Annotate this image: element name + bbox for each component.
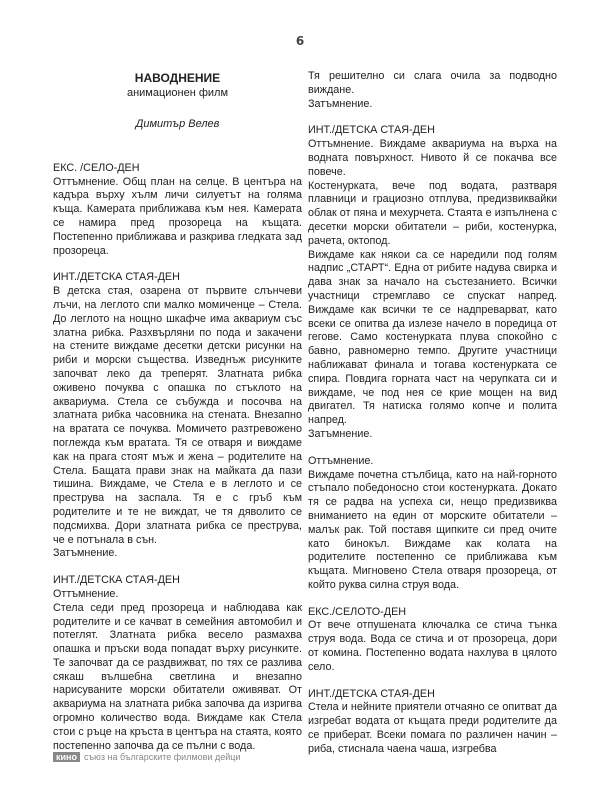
scene-paragraph: Оттъмнение. (53, 587, 119, 600)
scene-paragraph: Тя решително си слага очила за подводно виждане. (308, 70, 557, 96)
scene-block (308, 455, 557, 593)
scene-paragraph: Костенурката, вече под водата, разтваря плавници и грациозно отплува, предизвиквайки облак от пяна и мехурчета. Стаята е изпълнена с десетки морски обитатели – риби, костенурка, рачета, октопод. (308, 179, 557, 247)
scene-heading: ЕКС. /СЕЛО-ДЕН (53, 161, 140, 174)
scene-block (308, 124, 557, 441)
scene-block (53, 574, 302, 753)
left-scenes (53, 162, 302, 754)
scene-paragraph: Затъмнение. (53, 547, 118, 560)
scene-paragraph: Затъмнение. (308, 97, 373, 110)
scene-paragraph: Виждаме почетна стълбица, като на най-горното стъпало победоносно стои костенурката. Докато тя се радва на успеха си, нещо предизвиква вниманието на един от морските обитатели – малък рак. Той поставя щипките си пред очите като бинокъл. Виждаме как колата на родителите постепенно се приближава към къщата. Мигновено Стела отваря прозореца, от който руква силна струя вода. (308, 468, 557, 591)
scene-paragraph: Оттъмнение. Виждаме аквариума на върха на водната повърхност. Нивото й се покачва все повече. (308, 138, 557, 178)
footer-text: съюз на българските филмови дейци (83, 752, 241, 762)
scene-heading: ИНТ./ДЕТСКА СТАЯ-ДЕН (53, 574, 180, 587)
footer (53, 752, 240, 762)
right-scenes (308, 70, 557, 757)
scene-block (308, 606, 557, 675)
scene-heading: ИНТ./ДЕТСКА СТАЯ-ДЕН (308, 124, 435, 137)
right-column (308, 70, 557, 770)
scene-block (53, 271, 302, 561)
title-block (53, 70, 302, 132)
author-name: Димитър Велев (135, 118, 220, 130)
scene-heading: ЕКС./СЕЛОТО-ДЕН (308, 605, 407, 618)
footer-brand: кино (53, 752, 80, 762)
scene-paragraph: От вече отпушената ключалка се стича тънка струя вода. Вода се стича и от прозореца, дори от комина. Постепенно водата нахлува в цялото село. (308, 619, 557, 673)
left-column (53, 70, 302, 766)
document-title: НАВОДНЕНИЕ (134, 71, 221, 85)
scene-paragraph: В детска стая, озарена от първите слънчеви лъчи, на леглото спи малко момиченце – Стела. До леглото на нощно шкафче има аквариум със златна рибка. Разхвърляни по пода и закачени на стените виждаме десетки детски рисунки на риби и морски същества. Изведнъж рисунките започват леко да треперят. Златната рибка оживено почуква с опашка по стъклото на аквариума. Стела се събужда и посочва на златната рибка часовника на стената. Внезапно на вратата се почуква. Момичето разтревожено поглежда към вратата. Тя се отваря и виждаме как на прага стоят мъж и жена – родителите на Стела. Бащата прави знак на майката да пази тишина. Виждаме, че Стела е в леглото и се преструва на заспала. Тя е с гръб към родителите и те не виждат, че тя дяволито се подсмихва. Дори златната рибка се преструва, че е потънала в сън. (53, 285, 302, 546)
scene-heading: ИНТ./ДЕТСКА СТАЯ-ДЕН (53, 271, 180, 284)
scene-paragraph: Стела и нейните приятели отчаяно се опитват да изгребат водата от къщата преди родителите да се приберат. Всеки помага по различен начин – риба, стиснала чаена чаша, изгребва (308, 701, 557, 755)
scene-heading: ИНТ./ДЕТСКА СТАЯ-ДЕН (308, 687, 435, 700)
scene-paragraph: Виждаме как някои са се наредили под голям надпис „СТАРТ“. Една от рибите надува свирка и дава знак за начало на състезанието. Всички участници стремглаво се спускат напред. Виждаме как всички те се надпреварват, като всеки се опитва да излезе начело в поредица от гегове. Само костенурката плува спокойно с бавно, равномерно темпо. Другите участници наближават финала и тогава костенурката се спира. Повдига горната част на черупката си и виждаме, че под нея се крие мощен на вид двигател. Тя натиска голямо копче и полита напред. (308, 248, 557, 427)
scene-paragraph: Стела седи пред прозореца и наблюдава как родителите и се качват в семейния автомобил и потеглят. Златната рибка весело размахва опашка и пръски вода попадат върху рисунките. Те започват да се раздвижват, по тях се разлива сякаш вълшебна светлина и внезапно нарисуваните морски обитатели оживяват. От аквариума на златната рибка започва да изригва огромно количество вода. Виждаме как Стела стои с ръце на кръста в центъра на стаята, която постепенно започва да се пълни с вода. (53, 601, 302, 752)
document-subtitle: анимационен филм (126, 87, 229, 99)
scene-paragraph: Оттъмнение. (308, 454, 374, 467)
scene-block (308, 70, 557, 111)
page-number: 6 (295, 34, 305, 48)
scene-block (308, 688, 557, 757)
scene-paragraph: Оттъмнение. Общ план на селце. В центъра на кадъра върху хълм личи силуетът на голяма къща. Камерата приближава към нея. Камерата се намира пред прозореца на къщата. Постепенно приближава и разкрива гледката зад прозореца. (53, 175, 302, 257)
scene-paragraph: Затъмнение. (308, 427, 373, 440)
scene-block (53, 162, 302, 259)
